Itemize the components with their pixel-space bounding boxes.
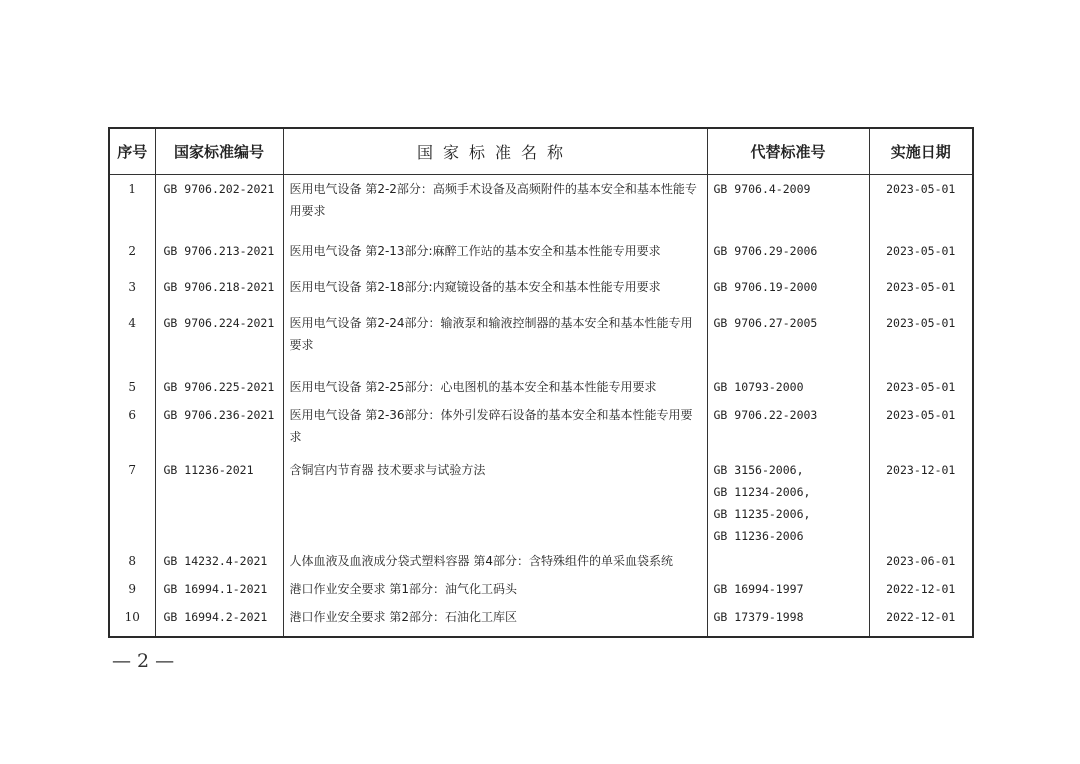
row-code: GB 9706.236-2021 [155, 401, 283, 456]
table-row [109, 309, 973, 373]
row-name: 医用电气设备 第2-24部分：输液泵和输液控制器的基本安全和基本性能专用要求 [283, 309, 707, 373]
table-row [109, 547, 973, 575]
row-date: 2023-12-01 [869, 456, 973, 547]
replaced-code: GB 16994-1997 [713, 581, 804, 596]
row-date: 2023-05-01 [869, 237, 973, 273]
row-code: GB 9706.218-2021 [155, 273, 283, 309]
row-name: 港口作业安全要求 第2部分：石油化工库区 [283, 603, 707, 637]
row-idx: 2 [109, 237, 155, 273]
row-idx: 8 [109, 547, 155, 575]
row-code: GB 9706.225-2021 [155, 373, 283, 401]
row-date: 2022-12-01 [869, 575, 973, 603]
replaced-code: GB 11236-2006 [713, 528, 804, 543]
row-replaced [707, 401, 869, 456]
standards-table [108, 127, 974, 638]
replaced-code: GB 9706.27-2005 [713, 315, 818, 330]
row-code: GB 9706.202-2021 [155, 175, 283, 237]
row-replaced [707, 456, 869, 547]
row-replaced [707, 575, 869, 603]
row-idx: 6 [109, 401, 155, 456]
row-idx: 3 [109, 273, 155, 309]
replaced-code: GB 11235-2006, [713, 506, 811, 521]
row-date: 2023-06-01 [869, 547, 973, 575]
replaced-code: GB 10793-2000 [713, 379, 804, 394]
row-name: 含铜宫内节育器 技术要求与试验方法 [283, 456, 707, 547]
table-row [109, 603, 973, 637]
row-idx: 5 [109, 373, 155, 401]
row-name: 人体血液及血液成分袋式塑料容器 第4部分：含特殊组件的单采血袋系统 [283, 547, 707, 575]
row-replaced [707, 237, 869, 273]
row-name: 医用电气设备 第2-18部分:内窥镜设备的基本安全和基本性能专用要求 [283, 273, 707, 309]
row-code: GB 9706.224-2021 [155, 309, 283, 373]
row-code: GB 16994.1-2021 [155, 575, 283, 603]
row-code: GB 14232.4-2021 [155, 547, 283, 575]
page-number: — 2 — [112, 650, 175, 672]
row-replaced [707, 309, 869, 373]
row-replaced [707, 175, 869, 237]
row-name: 医用电气设备 第2-36部分：体外引发碎石设备的基本安全和基本性能专用要求 [283, 401, 707, 456]
table-row [109, 373, 973, 401]
replaced-code: GB 17379-1998 [713, 609, 804, 624]
row-name: 港口作业安全要求 第1部分：油气化工码头 [283, 575, 707, 603]
replaced-code: GB 11234-2006, [713, 484, 811, 499]
row-name: 医用电气设备 第2-13部分:麻醉工作站的基本安全和基本性能专用要求 [283, 237, 707, 273]
row-date: 2023-05-01 [869, 373, 973, 401]
replaced-code: GB 9706.4-2009 [713, 182, 811, 196]
replaced-code: GB 9706.19-2000 [713, 279, 818, 294]
row-name: 医用电气设备 第2-2部分：高频手术设备及高频附件的基本安全和基本性能专用要求 [283, 175, 707, 237]
row-date: 2023-05-01 [869, 273, 973, 309]
row-idx: 1 [109, 175, 155, 237]
table-row [109, 456, 973, 547]
row-replaced [707, 273, 869, 309]
table-row [109, 401, 973, 456]
header-code: 国家标准编号 [155, 128, 283, 175]
row-idx: 4 [109, 309, 155, 373]
header-replaced: 代替标准号 [707, 128, 869, 175]
replaced-code: GB 9706.29-2006 [713, 243, 818, 258]
row-replaced [707, 603, 869, 637]
row-idx: 10 [109, 603, 155, 637]
row-replaced [707, 373, 869, 401]
table-row [109, 575, 973, 603]
row-date: 2023-05-01 [869, 175, 973, 237]
table-row [109, 175, 973, 237]
row-code: GB 9706.213-2021 [155, 237, 283, 273]
row-code: GB 16994.2-2021 [155, 603, 283, 637]
row-replaced [707, 547, 869, 575]
header-idx: 序号 [109, 128, 155, 175]
row-name: 医用电气设备 第2-25部分：心电图机的基本安全和基本性能专用要求 [283, 373, 707, 401]
replaced-code: GB 3156-2006, [713, 462, 804, 477]
row-idx: 7 [109, 456, 155, 547]
table-header-row [109, 128, 973, 175]
row-date: 2022-12-01 [869, 603, 973, 637]
row-date: 2023-05-01 [869, 309, 973, 373]
row-idx: 9 [109, 575, 155, 603]
header-name: 国家标准名称 [283, 128, 707, 175]
header-date: 实施日期 [869, 128, 973, 175]
row-code: GB 11236-2021 [155, 456, 283, 547]
table-row [109, 273, 973, 309]
replaced-code: GB 9706.22-2003 [713, 407, 818, 422]
table-row [109, 237, 973, 273]
row-date: 2023-05-01 [869, 401, 973, 456]
